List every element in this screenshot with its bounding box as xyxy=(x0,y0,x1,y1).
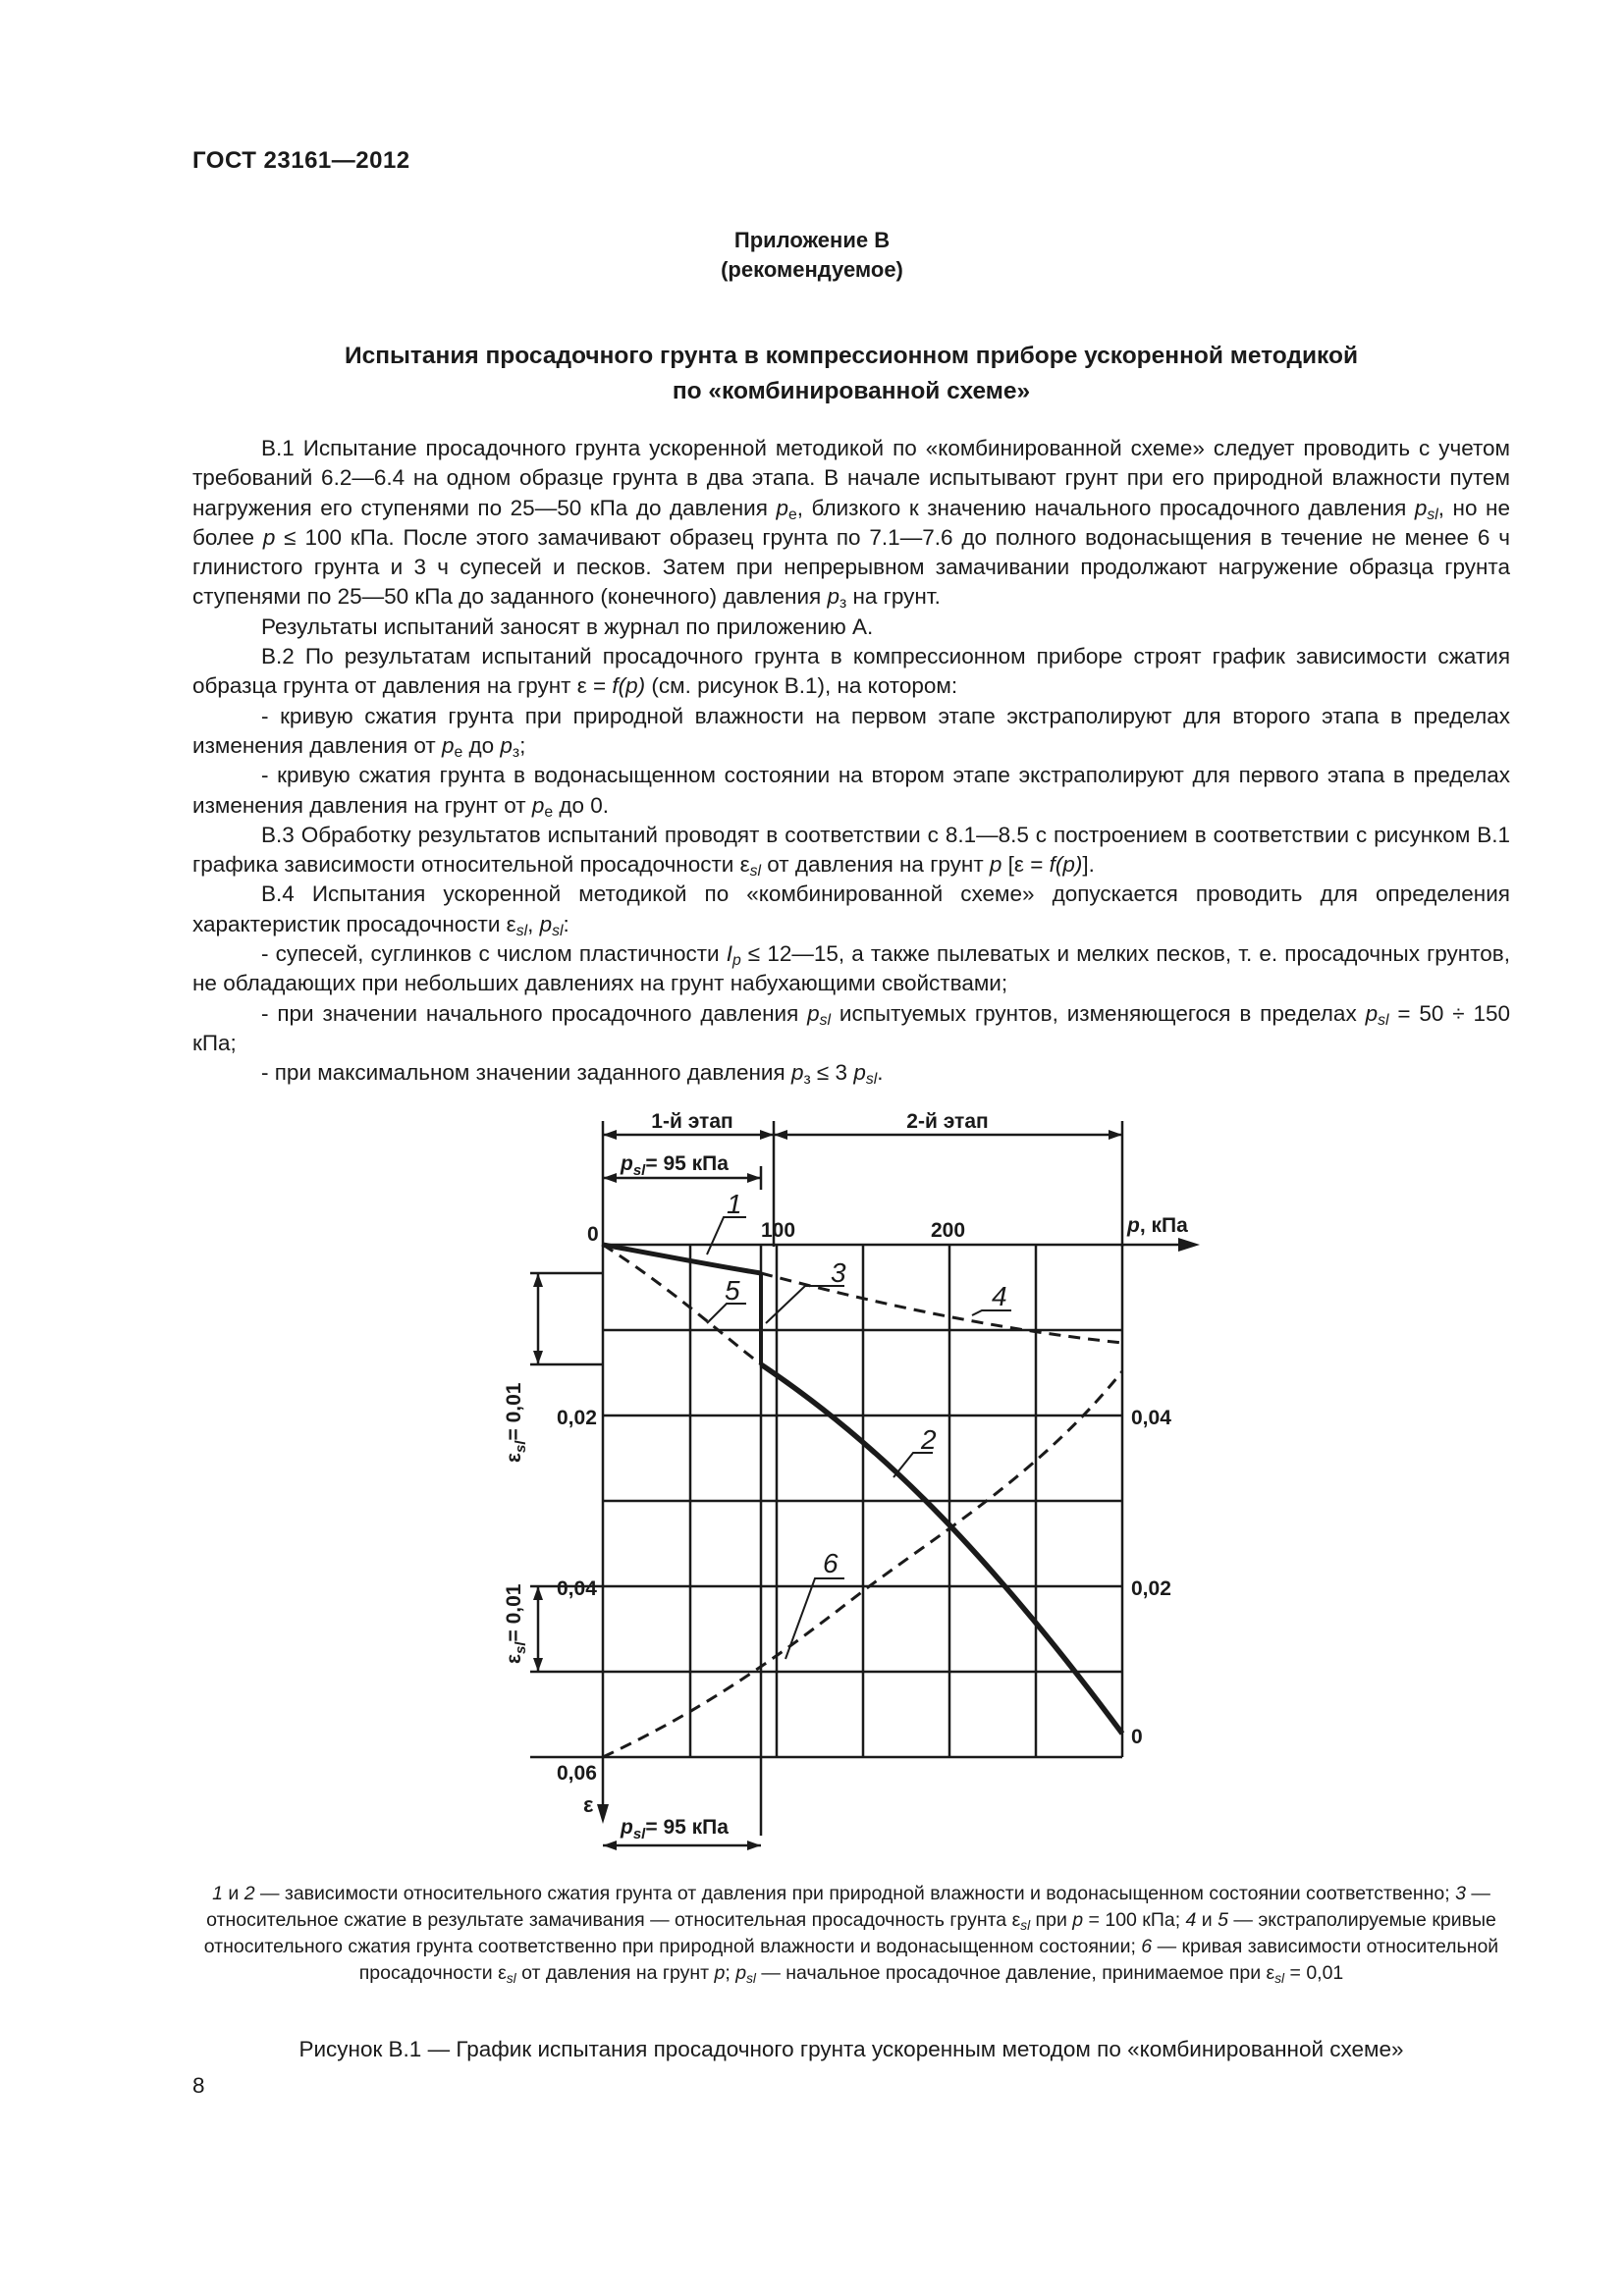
right-tick-002: 0,02 xyxy=(1131,1577,1171,1600)
section-title xyxy=(192,339,1510,409)
paragraph-b2: В.2 По результатам испытаний просадочного грунта в компрессионном приборе строят график зависимости сжатия образца грунта от давления на грунт ε = f(p) (см. рисунок В.1), на котором: xyxy=(192,644,1510,699)
right-tick-0: 0 xyxy=(1131,1726,1143,1748)
eps-axis-label: ε xyxy=(583,1792,594,1817)
psl-top-label: $p_{sl}= 95$ кПа xyxy=(621,1152,729,1179)
paragraph-b3: В.3 Обработку результатов испытаний проводят в соответствии с 8.1—8.5 с построением в соответствии с рисунком В.1 графика зависимости относительной просадочности $\varepsilon_{sl}$ от давления на грунт p [ε = f(p)]. xyxy=(192,822,1510,881)
body-text xyxy=(192,434,1510,1089)
curve-1-label: 1 xyxy=(727,1189,742,1219)
curve-3-label: 3 xyxy=(831,1257,846,1288)
right-tick-004: 0,04 xyxy=(1131,1407,1171,1429)
eps-axis-arrow xyxy=(597,1804,609,1824)
paragraph-b4-item3: - при максимальном значении заданного давления $p_з \le 3$ $p_{sl}$. xyxy=(261,1060,884,1089)
stage-1-label: 1-й этап xyxy=(651,1110,733,1133)
paragraph-b1: В.1 Испытание просадочного грунта ускоренной методикой по «комбинированной схеме» следует проводить с учетом требований 6.2—6.4 на одном образце грунта в два этапа. В начале испытывают грунт при его природной влажности путем нагружения его ступенями по 25—50 кПа до давления $p_e$, близкого к значению начального просадочного давления $p_{sl}$, но не более p ≤ 100 кПа. После этого замачивают образец грунта по 7.1—7.6 до полного водонасыщения в течение не менее 6 ч глинистого грунта и 3 ч супесей и песков. Затем при непрерывном замачивании продолжают нагружение образца грунта ступенями по 25—50 кПа до заданного (конечного) давления $p_з$ на грунт. xyxy=(192,436,1510,613)
page-number: 8 xyxy=(192,2073,205,2098)
paragraph-b4: В.4 Испытания ускоренной методикой по «комбинированной схеме» допускается проводить для определения характеристик просадочности $\varepsilon_{sl}$, $p_{sl}$: xyxy=(192,881,1510,939)
stage-dimensions xyxy=(603,1121,1122,1247)
paragraph-b4-item2: - при значении начального просадочного давления $p_{sl}$ испытуемых грунтов, изменяющегося в пределах $p_{sl} = 50 \div 150$ кПа; xyxy=(192,1000,1510,1055)
tick-100: 100 xyxy=(761,1219,796,1242)
curve-2-label: 2 xyxy=(921,1424,937,1455)
paragraph-b2-item2: - кривую сжатия грунта в водонасыщенном состоянии на втором этапе экстраполируют для первого этапа в пределах изменения давления на грунт от $p_e$ до 0. xyxy=(192,763,1510,821)
curve-4 xyxy=(761,1273,1122,1343)
paragraph-b4-item1: - супесей, суглинков с числом пластичности $I_p$ ≤ 12—15, а также пылеватых и мелких песков, т. е. просадочных грунтов, не обладающих при небольших давлениях на грунт набухающими свойствами; xyxy=(192,941,1510,996)
paragraph-results: Результаты испытаний заносят в журнал по приложению А. xyxy=(261,614,874,639)
psl-bottom-label: $p_{sl}= 95$ кПа xyxy=(621,1816,729,1842)
curve-5-label: 5 xyxy=(725,1275,740,1306)
annex-status: (рекомендуемое) xyxy=(721,257,903,282)
figure-legend: 1 и 2 — зависимости относительного сжатия грунта от давления при природной влажности и водонасыщенном состоянии соответственно; 3 — относительное сжатие в результате замачивания — относительная просадочность грунта $\varepsilon_{sl}$ при p = 100 кПа; 4 и 5 — экстраполируемые кривые относительного сжатия грунта соответственно при природной влажности и водонасыщенном состоянии; 6 — кривая зависимости относительной просадочности $\varepsilon_{sl}$ от давления на грунт p; $p_{sl}$ — начальное просадочное давление, принимаемое при $\varepsilon_{sl} = 0,01$ xyxy=(203,1883,1499,1986)
paragraph-b2-item1: - кривую сжатия грунта при природной влажности на первом этапе экстраполируют для второго этапа в пределах изменения давления от $p_e$ до $p_з$; xyxy=(192,703,1510,761)
annex-heading xyxy=(0,226,1624,285)
p-axis-label: p, кПа xyxy=(1127,1214,1188,1237)
esl-label-upper: $\varepsilon_{sl}= 0,01$ xyxy=(503,1382,529,1463)
left-tick-004: 0,04 xyxy=(557,1577,597,1600)
tick-200: 200 xyxy=(931,1219,966,1242)
annex-name: Приложение В xyxy=(733,228,891,252)
compression-test-figure xyxy=(0,1104,1624,1870)
curve-4-label: 4 xyxy=(992,1281,1007,1311)
chart-grid xyxy=(530,1245,1122,1836)
origin-label: 0 xyxy=(587,1223,599,1246)
title-line-2: по «комбинированной схеме» xyxy=(672,378,1031,404)
stage-2-label: 2-й этап xyxy=(906,1110,989,1133)
document-code: ГОСТ 23161—2012 xyxy=(192,147,410,174)
esl-label-lower: $\varepsilon_{sl}= 0,01$ xyxy=(503,1583,529,1664)
curve-2 xyxy=(761,1364,1122,1734)
title-line-1: Испытания просадочного грунта в компрессионном приборе ускоренной методикой xyxy=(344,343,1359,369)
curve-6-label: 6 xyxy=(823,1548,839,1578)
left-tick-002: 0,02 xyxy=(557,1407,597,1429)
figure-title: Рисунок В.1 — График испытания просадочного грунта ускоренным методом по «комбинированной схеме» xyxy=(298,2037,1404,2061)
left-tick-006: 0,06 xyxy=(557,1762,597,1785)
p-axis-arrow xyxy=(1178,1238,1200,1252)
